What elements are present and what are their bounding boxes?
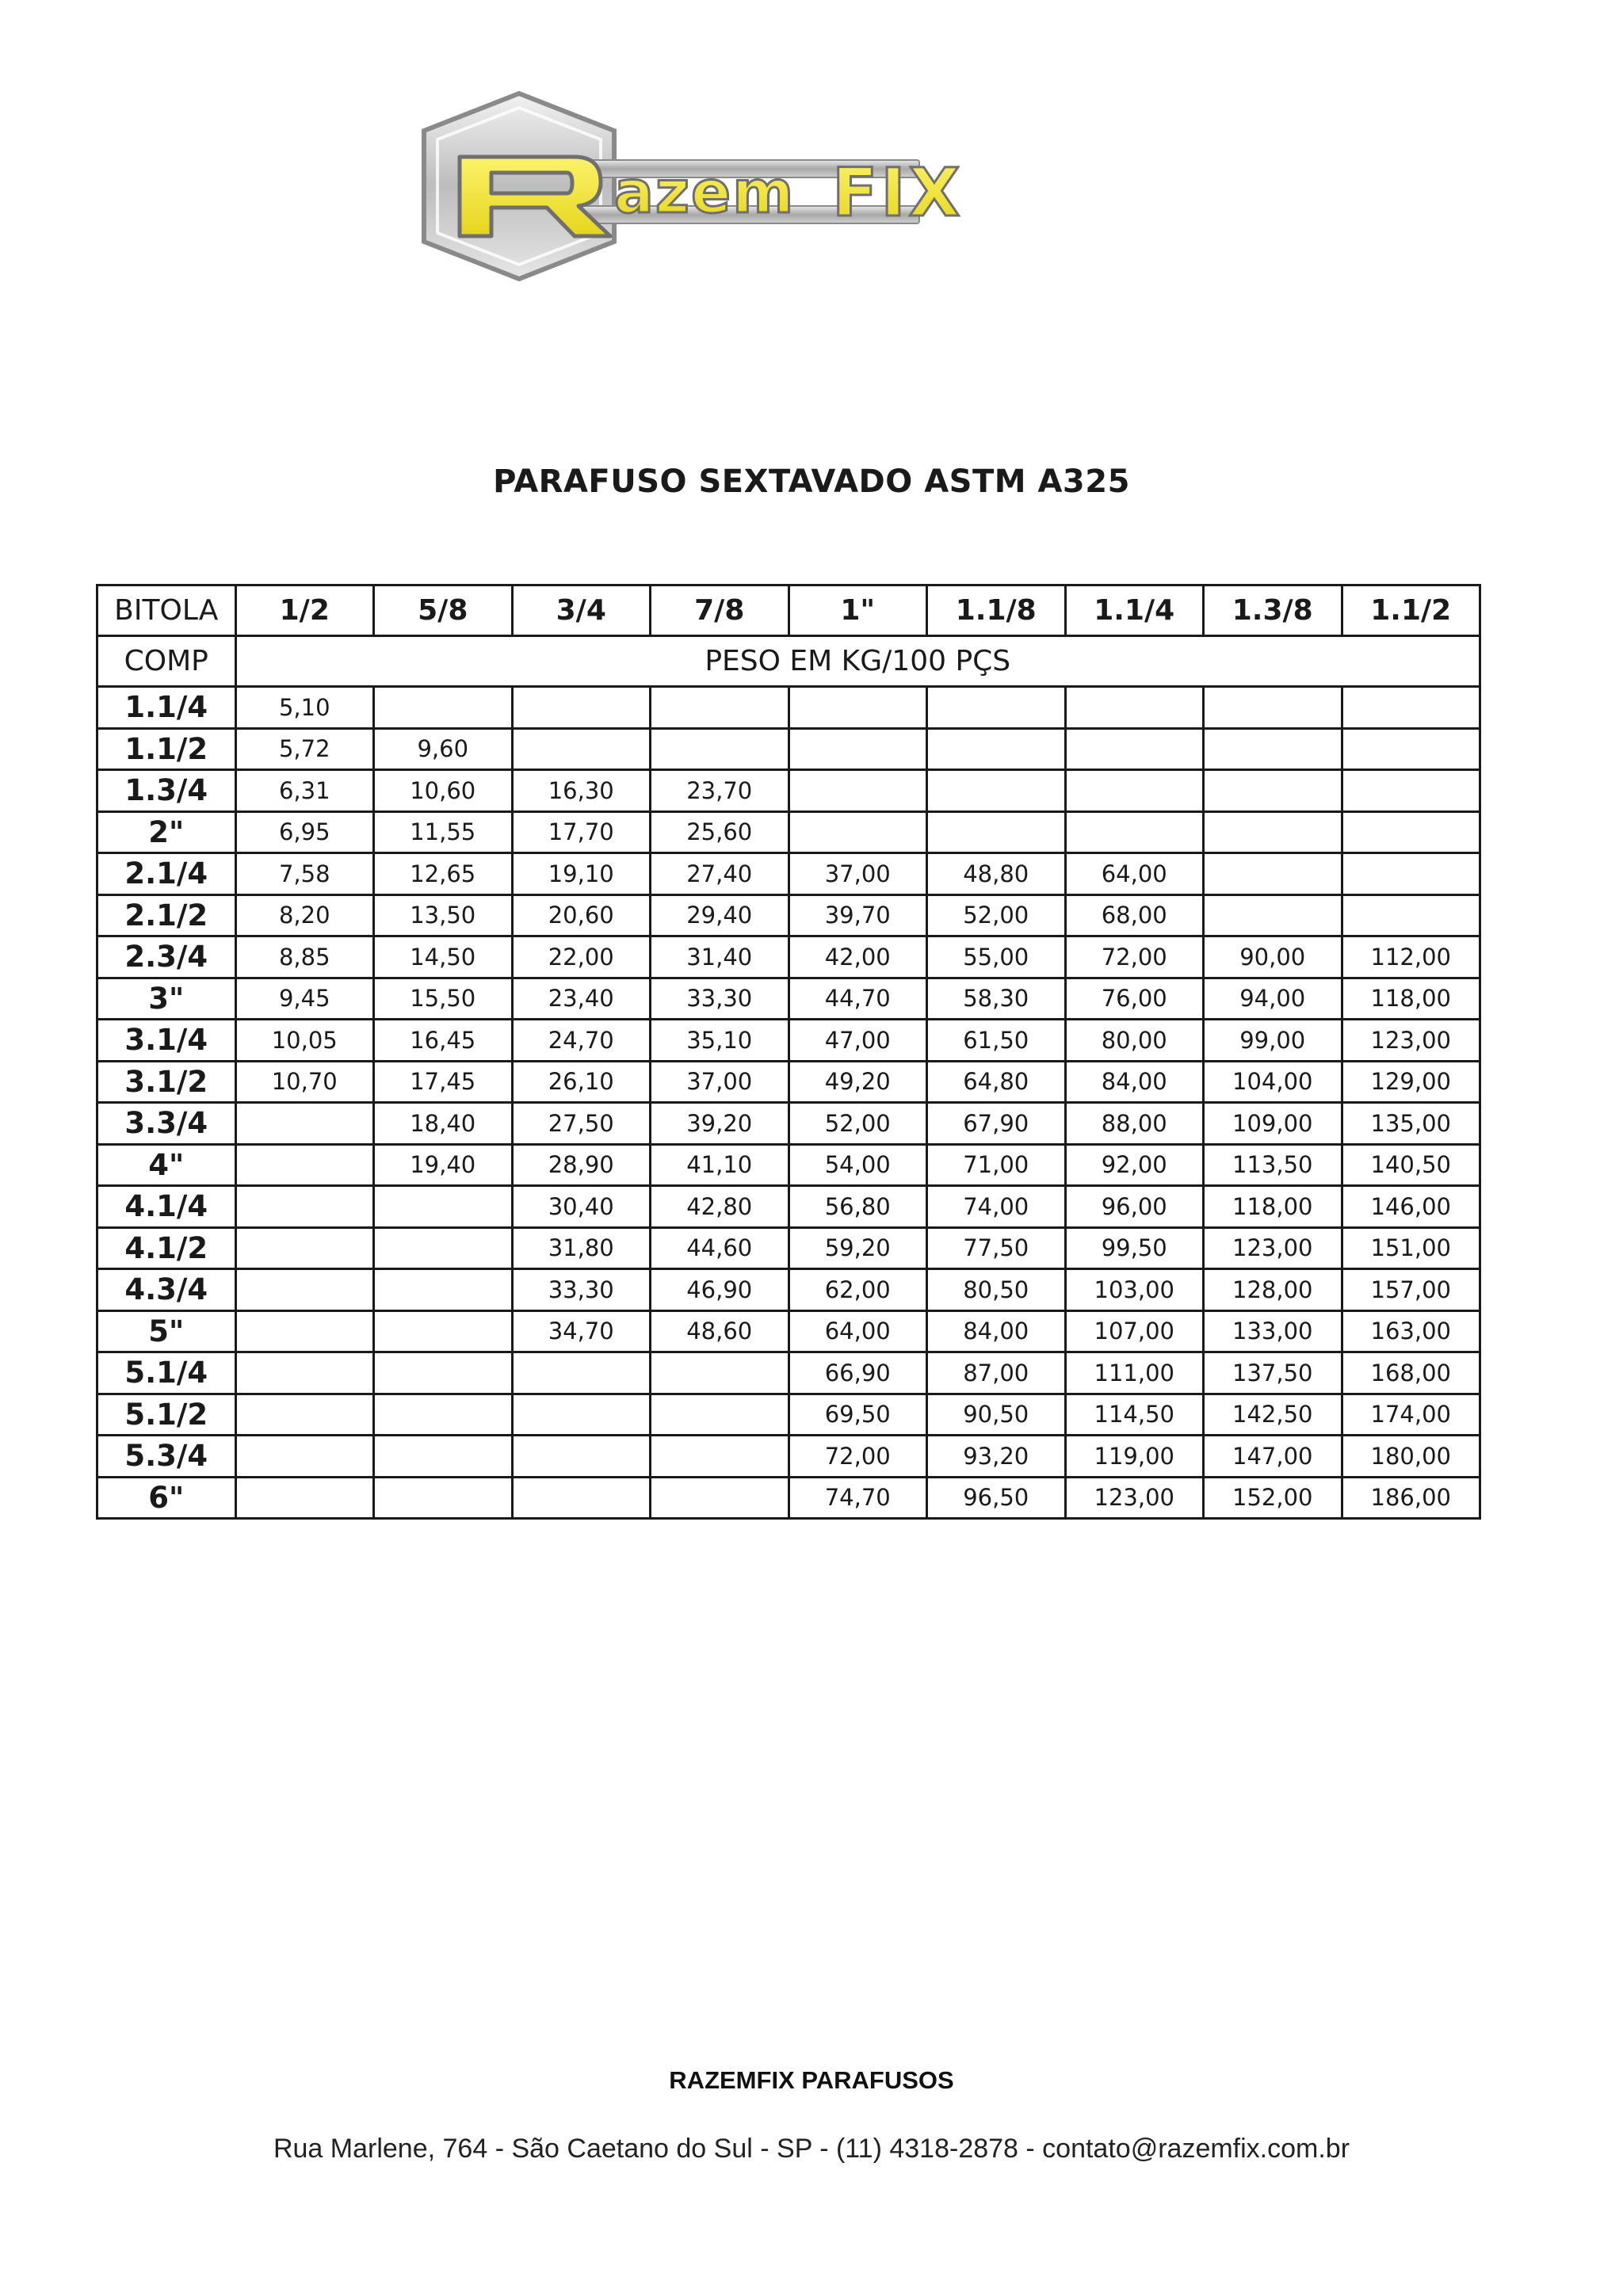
weight-cell: 6,95 <box>235 811 374 853</box>
weight-cell <box>374 687 513 729</box>
weight-cell: 128,00 <box>1204 1269 1342 1311</box>
weight-cell: 33,30 <box>651 978 789 1020</box>
weight-cell: 69,50 <box>789 1394 927 1436</box>
weight-cell: 44,70 <box>789 978 927 1020</box>
weight-cell: 96,50 <box>927 1477 1066 1519</box>
page-title: PARAFUSO SEXTAVADO ASTM A325 <box>493 463 1130 500</box>
table-row <box>97 687 1480 729</box>
table-row <box>97 894 1480 936</box>
weight-cell <box>1204 853 1342 895</box>
table-row <box>97 811 1480 853</box>
weight-cell: 146,00 <box>1342 1186 1480 1228</box>
size-header: 1.3/8 <box>1204 585 1342 636</box>
weight-cell <box>512 1436 651 1478</box>
weight-cell: 168,00 <box>1342 1352 1480 1394</box>
length-column-label: COMP <box>97 636 236 687</box>
weight-cell: 27,40 <box>651 853 789 895</box>
weight-cell <box>651 1352 789 1394</box>
weight-cell: 22,00 <box>512 936 651 978</box>
weight-cell: 80,00 <box>1065 1020 1204 1062</box>
table-row <box>97 978 1480 1020</box>
weight-cell: 14,50 <box>374 936 513 978</box>
weight-cell: 96,00 <box>1065 1186 1204 1228</box>
weight-cell <box>235 1269 374 1311</box>
weight-cell <box>1342 728 1480 770</box>
length-cell: 5" <box>97 1310 236 1352</box>
weight-cell: 12,65 <box>374 853 513 895</box>
weight-cell: 20,60 <box>512 894 651 936</box>
svg-text:FIX: FIX <box>832 154 964 231</box>
weight-cell: 15,50 <box>374 978 513 1020</box>
weight-cell: 140,50 <box>1342 1144 1480 1186</box>
weight-cell: 76,00 <box>1065 978 1204 1020</box>
table-row <box>97 853 1480 895</box>
length-cell: 5.3/4 <box>97 1436 236 1478</box>
weight-cell: 9,45 <box>235 978 374 1020</box>
corner-label: BITOLA <box>97 585 236 636</box>
length-cell: 3.1/2 <box>97 1061 236 1103</box>
weight-cell: 72,00 <box>1065 936 1204 978</box>
size-header: 5/8 <box>374 585 513 636</box>
weight-cell <box>1204 728 1342 770</box>
weight-cell: 8,85 <box>235 936 374 978</box>
weight-cell <box>927 687 1066 729</box>
weight-cell: 18,40 <box>374 1103 513 1145</box>
weight-cell <box>1342 770 1480 812</box>
length-cell: 6" <box>97 1477 236 1519</box>
weight-cell: 88,00 <box>1065 1103 1204 1145</box>
weight-cell <box>374 1310 513 1352</box>
weight-cell <box>235 1352 374 1394</box>
weight-cell: 92,00 <box>1065 1144 1204 1186</box>
weight-cell <box>1065 728 1204 770</box>
table-row <box>97 1020 1480 1062</box>
weight-cell: 67,90 <box>927 1103 1066 1145</box>
weight-cell: 49,20 <box>789 1061 927 1103</box>
weight-cell: 109,00 <box>1204 1103 1342 1145</box>
weight-cell: 71,00 <box>927 1144 1066 1186</box>
weight-cell: 33,30 <box>512 1269 651 1311</box>
weight-cell: 6,31 <box>235 770 374 812</box>
weight-cell: 77,50 <box>927 1227 1066 1269</box>
weight-cell <box>1204 811 1342 853</box>
weight-cell <box>1065 687 1204 729</box>
weight-cell: 8,20 <box>235 894 374 936</box>
weight-cell: 142,50 <box>1204 1394 1342 1436</box>
weight-cell: 99,00 <box>1204 1020 1342 1062</box>
weight-cell: 118,00 <box>1204 1186 1342 1228</box>
weight-cell <box>927 811 1066 853</box>
weight-cell: 17,45 <box>374 1061 513 1103</box>
weight-cell: 90,00 <box>1204 936 1342 978</box>
weight-cell: 55,00 <box>927 936 1066 978</box>
weight-cell: 48,80 <box>927 853 1066 895</box>
weight-cell: 123,00 <box>1065 1477 1204 1519</box>
weight-cell: 84,00 <box>927 1310 1066 1352</box>
weight-cell: 5,10 <box>235 687 374 729</box>
weight-cell: 29,40 <box>651 894 789 936</box>
size-header: 7/8 <box>651 585 789 636</box>
table-row <box>97 1352 1480 1394</box>
weight-cell: 16,30 <box>512 770 651 812</box>
weight-cell: 30,40 <box>512 1186 651 1228</box>
weight-cell: 147,00 <box>1204 1436 1342 1478</box>
weight-cell: 5,72 <box>235 728 374 770</box>
weight-cell <box>512 1352 651 1394</box>
weight-cell <box>1204 687 1342 729</box>
weight-cell: 123,00 <box>1204 1227 1342 1269</box>
table-row <box>97 1227 1480 1269</box>
weight-cell: 163,00 <box>1342 1310 1480 1352</box>
weight-cell: 13,50 <box>374 894 513 936</box>
unit-header-row <box>97 636 1480 687</box>
weight-cell: 72,00 <box>789 1436 927 1478</box>
length-cell: 2" <box>97 811 236 853</box>
weight-cell <box>651 728 789 770</box>
weight-cell: 39,70 <box>789 894 927 936</box>
weight-cell: 157,00 <box>1342 1269 1480 1311</box>
weight-cell: 7,58 <box>235 853 374 895</box>
unit-label: PESO EM KG/100 PÇS <box>235 636 1480 687</box>
weight-cell: 64,00 <box>789 1310 927 1352</box>
weight-cell: 135,00 <box>1342 1103 1480 1145</box>
table-row <box>97 1061 1480 1103</box>
weight-cell: 48,60 <box>651 1310 789 1352</box>
footer-company-name: RAZEMFIX PARAFUSOS <box>669 2066 954 2094</box>
length-cell: 4.1/2 <box>97 1227 236 1269</box>
table-row <box>97 1310 1480 1352</box>
weight-cell <box>235 1227 374 1269</box>
weight-cell <box>651 1477 789 1519</box>
weight-cell: 74,70 <box>789 1477 927 1519</box>
weight-cell <box>512 687 651 729</box>
weight-cell: 84,00 <box>1065 1061 1204 1103</box>
weight-cell: 23,40 <box>512 978 651 1020</box>
weight-cell <box>927 728 1066 770</box>
weight-cell: 66,90 <box>789 1352 927 1394</box>
weight-cell: 35,10 <box>651 1020 789 1062</box>
table-row <box>97 1269 1480 1311</box>
weight-cell: 11,55 <box>374 811 513 853</box>
razemfix-logo <box>412 87 1078 285</box>
length-cell: 4.1/4 <box>97 1186 236 1228</box>
weight-cell <box>374 1352 513 1394</box>
length-cell: 4" <box>97 1144 236 1186</box>
weight-cell <box>927 770 1066 812</box>
weight-cell: 24,70 <box>512 1020 651 1062</box>
weight-cell: 64,00 <box>1065 853 1204 895</box>
weight-cell <box>374 1394 513 1436</box>
weight-cell: 52,00 <box>789 1103 927 1145</box>
weight-cell: 34,70 <box>512 1310 651 1352</box>
weight-cell: 62,00 <box>789 1269 927 1311</box>
length-cell: 1.3/4 <box>97 770 236 812</box>
weight-cell: 37,00 <box>789 853 927 895</box>
weight-cell <box>374 1269 513 1311</box>
weight-cell: 64,80 <box>927 1061 1066 1103</box>
length-cell: 5.1/2 <box>97 1394 236 1436</box>
table-row <box>97 728 1480 770</box>
weight-cell <box>235 1103 374 1145</box>
weight-cell: 133,00 <box>1204 1310 1342 1352</box>
weight-cell: 39,20 <box>651 1103 789 1145</box>
table-row <box>97 1477 1480 1519</box>
weight-cell <box>235 1436 374 1478</box>
weight-cell: 31,80 <box>512 1227 651 1269</box>
weight-cell: 107,00 <box>1065 1310 1204 1352</box>
weight-cell: 31,40 <box>651 936 789 978</box>
length-cell: 5.1/4 <box>97 1352 236 1394</box>
weight-cell: 90,50 <box>927 1394 1066 1436</box>
length-cell: 3.1/4 <box>97 1020 236 1062</box>
weight-cell: 119,00 <box>1065 1436 1204 1478</box>
weight-cell <box>1342 687 1480 729</box>
length-cell: 3.3/4 <box>97 1103 236 1145</box>
weight-cell <box>1065 770 1204 812</box>
weight-cell: 37,00 <box>651 1061 789 1103</box>
weight-cell <box>512 1477 651 1519</box>
svg-text:azem: azem <box>614 158 796 227</box>
weight-cell <box>789 728 927 770</box>
weight-cell: 129,00 <box>1342 1061 1480 1103</box>
weight-cell: 27,50 <box>512 1103 651 1145</box>
weight-cell: 42,80 <box>651 1186 789 1228</box>
weight-cell: 42,00 <box>789 936 927 978</box>
weight-cell: 10,05 <box>235 1020 374 1062</box>
weight-cell: 123,00 <box>1342 1020 1480 1062</box>
weight-cell <box>1065 811 1204 853</box>
weight-cell: 80,50 <box>927 1269 1066 1311</box>
weight-cell: 19,10 <box>512 853 651 895</box>
size-header-row <box>97 585 1480 636</box>
weight-cell: 46,90 <box>651 1269 789 1311</box>
weight-cell <box>1204 770 1342 812</box>
weight-cell <box>651 687 789 729</box>
size-header: 1" <box>789 585 927 636</box>
weight-cell: 26,10 <box>512 1061 651 1103</box>
table-row <box>97 1436 1480 1478</box>
length-cell: 3" <box>97 978 236 1020</box>
weight-cell <box>512 1394 651 1436</box>
weight-cell <box>1342 894 1480 936</box>
weight-cell: 10,60 <box>374 770 513 812</box>
weight-cell: 93,20 <box>927 1436 1066 1478</box>
weight-cell: 10,70 <box>235 1061 374 1103</box>
weight-cell: 25,60 <box>651 811 789 853</box>
size-header: 1.1/8 <box>927 585 1066 636</box>
weight-cell: 112,00 <box>1342 936 1480 978</box>
weight-cell: 87,00 <box>927 1352 1066 1394</box>
weight-cell: 137,50 <box>1204 1352 1342 1394</box>
length-cell: 1.1/2 <box>97 728 236 770</box>
weight-cell: 111,00 <box>1065 1352 1204 1394</box>
weight-cell: 56,80 <box>789 1186 927 1228</box>
length-cell: 2.1/4 <box>97 853 236 895</box>
weight-cell <box>789 770 927 812</box>
weight-cell: 68,00 <box>1065 894 1204 936</box>
table-row <box>97 936 1480 978</box>
table-row <box>97 1186 1480 1228</box>
size-header: 3/4 <box>512 585 651 636</box>
weight-cell: 54,00 <box>789 1144 927 1186</box>
weight-cell: 44,60 <box>651 1227 789 1269</box>
length-cell: 2.1/2 <box>97 894 236 936</box>
weight-cell: 174,00 <box>1342 1394 1480 1436</box>
weight-cell <box>235 1394 374 1436</box>
weight-cell <box>789 811 927 853</box>
weight-cell: 104,00 <box>1204 1061 1342 1103</box>
weight-cell: 94,00 <box>1204 978 1342 1020</box>
length-cell: 1.1/4 <box>97 687 236 729</box>
size-header: 1.1/2 <box>1342 585 1480 636</box>
weight-cell: 9,60 <box>374 728 513 770</box>
bolt-weight-table <box>96 584 1481 1520</box>
weight-cell <box>235 1144 374 1186</box>
table-row <box>97 1144 1480 1186</box>
weight-cell: 152,00 <box>1204 1477 1342 1519</box>
weight-cell <box>235 1477 374 1519</box>
weight-cell: 58,30 <box>927 978 1066 1020</box>
table-row <box>97 1394 1480 1436</box>
weight-cell: 114,50 <box>1065 1394 1204 1436</box>
weight-cell: 28,90 <box>512 1144 651 1186</box>
weight-cell: 52,00 <box>927 894 1066 936</box>
table-row <box>97 770 1480 812</box>
weight-cell: 19,40 <box>374 1144 513 1186</box>
weight-cell <box>374 1436 513 1478</box>
weight-cell: 17,70 <box>512 811 651 853</box>
weight-cell <box>235 1186 374 1228</box>
weight-cell: 41,10 <box>651 1144 789 1186</box>
weight-cell: 103,00 <box>1065 1269 1204 1311</box>
size-header: 1.1/4 <box>1065 585 1204 636</box>
weight-cell: 151,00 <box>1342 1227 1480 1269</box>
weight-cell <box>651 1394 789 1436</box>
weight-cell <box>512 728 651 770</box>
weight-cell: 180,00 <box>1342 1436 1480 1478</box>
length-cell: 4.3/4 <box>97 1269 236 1311</box>
weight-cell <box>651 1436 789 1478</box>
weight-cell: 61,50 <box>927 1020 1066 1062</box>
weight-cell: 113,50 <box>1204 1144 1342 1186</box>
length-cell: 2.3/4 <box>97 936 236 978</box>
weight-cell <box>235 1310 374 1352</box>
footer-address: Rua Marlene, 764 - São Caetano do Sul - SP - (11) 4318-2878 - contato@razemfix.com.br <box>273 2134 1350 2164</box>
weight-cell <box>1342 811 1480 853</box>
weight-cell <box>1204 894 1342 936</box>
weight-cell <box>789 687 927 729</box>
weight-cell: 74,00 <box>927 1186 1066 1228</box>
weight-cell: 16,45 <box>374 1020 513 1062</box>
weight-cell <box>374 1477 513 1519</box>
table-row <box>97 1103 1480 1145</box>
weight-cell <box>374 1227 513 1269</box>
weight-cell: 47,00 <box>789 1020 927 1062</box>
weight-cell: 59,20 <box>789 1227 927 1269</box>
weight-cell <box>1342 853 1480 895</box>
weight-cell: 23,70 <box>651 770 789 812</box>
size-header: 1/2 <box>235 585 374 636</box>
weight-cell <box>374 1186 513 1228</box>
weight-cell: 99,50 <box>1065 1227 1204 1269</box>
weight-cell: 186,00 <box>1342 1477 1480 1519</box>
weight-cell: 118,00 <box>1342 978 1480 1020</box>
